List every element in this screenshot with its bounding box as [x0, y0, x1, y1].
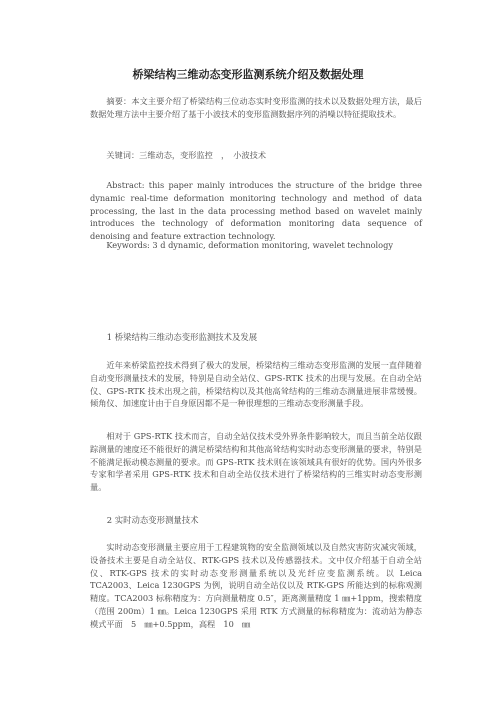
- keywords-en: Keywords: 3 d dynamic, deformation monitoring, wavelet technology: [106, 240, 393, 250]
- section-1-heading: 1 桥梁结构三维动态变形监测技术及发展: [106, 332, 258, 342]
- section-1-paragraph-2: 相对于 GPS-RTK 技术而言，自动全站仪技术受外界条件影响较大，而且当前全站仪跟踪测量的速度还不能很好的满足桥梁结构和其他高耸结构实时动态变形测量的要求，特别是不能满足振动模态测量的要求。而 GPS-RTK 技术则在该领域具有很好的优势。国内外很多专家和学者采用 GPS-RTK 技术和自动全站仪技术进行了桥梁结构的三维实时动态变形测量。: [90, 431, 422, 493]
- abstract-en: Abstract: this paper mainly introduces the structure of the bridge three dynamic real-time deformation monitoring technology and method of data processing, the last in the data processing method based on wavelet mainly introduces the technology of deformation monitoring data sequence of denoising and feature extraction technology.: [90, 180, 422, 242]
- keywords-cn: 关键词：三维动态，变形监控 ， 小波技术: [106, 150, 267, 160]
- abstract-cn: 摘要：本文主要介绍了桥梁结构三位动态实时变形监测的技术以及数据处理方法，最后数据处理方法中主要介绍了基于小波技术的变形监测数据序列的消噪以特征提取技术。: [90, 96, 422, 119]
- section-2-heading: 2 实时动态变形测量技术: [106, 515, 199, 525]
- section-2-paragraph-1: 实时动态变形测量主要应用于工程建筑物的安全监测领域以及自然灾害防灾减灾领域，设备技术主要是自动全站仪、RTK-GPS 技术以及传感器技术。文中仅介绍基于自动全站仪、RTK-GPS 技术的实时动态变形测量系统以及光纤应变监测系统。以 Leica TCA2003、Leica 1230GPS 为例，说明自动全站仪以及 RTK-GPS 所能达到的标称观测精度。TCA2003 标称精度为：方向测量精度 0.5″，距离测量精度 1 ㎜+1ppm，搜索精度（范围 200m）1 ㎜。Leica 1230GPS 采用 RTK 方式测量的标称精度为：流动站为静态模式平面 5 ㎜+0.5ppm，高程 10 ㎜: [90, 542, 422, 629]
- section-1-paragraph-1: 近年来桥梁监控技术得到了极大的发展，桥梁结构三维动态变形监测的发展一直伴随着自动变形测量技术的发展，特别是自动全站仪、GPS-RTK 技术的出现与发展。在自动全站仪、GPS-RTK 技术出现之前，桥梁结构以及其他高耸结构的三维动态测量进展非常缓慢。倾角仪、加速度计由于自身原因都不是一种很理想的三维动态变形测量手段。: [90, 360, 422, 409]
- document-title: 桥梁结构三维动态变形监测系统介绍及数据处理: [132, 68, 364, 81]
